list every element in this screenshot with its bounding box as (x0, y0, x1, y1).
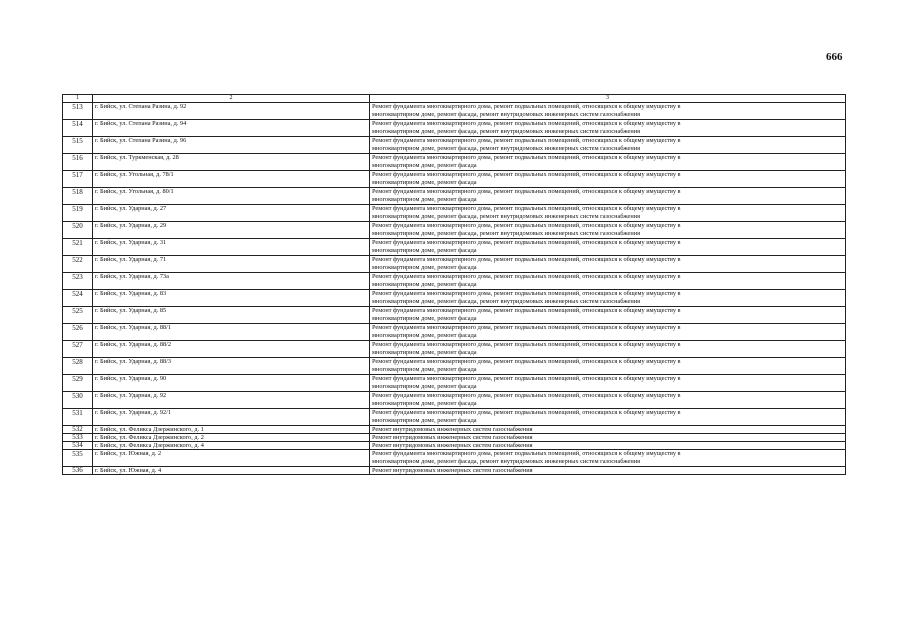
row-address: г. Бийск, ул. Южная, д. 2 (93, 450, 370, 467)
work-line: Ремонт фундамента многоквартирного дома, ремонт подвальных помещений, относящихся к общему имуществу в (372, 290, 681, 297)
work-line: Ремонт фундамента многоквартирного дома, ремонт подвальных помещений, относящихся к общему имуществу в (372, 358, 681, 365)
row-work (370, 358, 846, 375)
work-line: многоквартирном доме, ремонт фасада (372, 247, 477, 254)
row-address: г. Бийск, ул. Ударная, д. 88/2 (93, 341, 370, 358)
row-work (370, 307, 846, 324)
row-work (370, 137, 846, 154)
work-line: многоквартирном доме, ремонт фасада (372, 179, 477, 186)
work-line: многоквартирном доме, ремонт фасада (372, 400, 477, 407)
row-address: г. Бийск, ул. Ударная, д. 88/3 (93, 358, 370, 375)
table-row (63, 222, 846, 239)
row-number: 515 (63, 137, 93, 154)
table-row (63, 341, 846, 358)
row-address: г. Бийск, ул. Ударная, д. 31 (93, 239, 370, 256)
work-line: Ремонт фундамента многоквартирного дома, ремонт подвальных помещений, относящихся к общему имуществу в (372, 171, 681, 178)
row-work (370, 273, 846, 290)
row-number: 519 (63, 205, 93, 222)
table-row (63, 120, 846, 137)
header-col-2: 2 (93, 95, 370, 103)
work-line: многоквартирном доме, ремонт фасада, ремонт внутридомовых инженерных систем газоснабжения (372, 230, 640, 237)
work-line: Ремонт внутридомовых инженерных систем газоснабжения (372, 442, 533, 449)
row-number: 522 (63, 256, 93, 273)
table-body (63, 103, 846, 475)
row-address: г. Бийск, ул. Ударная, д. 29 (93, 222, 370, 239)
work-line: Ремонт фундамента многоквартирного дома, ремонт подвальных помещений, относящихся к общему имуществу в (372, 307, 681, 314)
row-address: г. Бийск, ул. Ударная, д. 85 (93, 307, 370, 324)
row-address: г. Бийск, ул. Ударная, д. 71 (93, 256, 370, 273)
row-address: г. Бийск, ул. Степана Разина, д. 94 (93, 120, 370, 137)
work-line: Ремонт фундамента многоквартирного дома, ремонт подвальных помещений, относящихся к общему имуществу в (372, 392, 681, 399)
work-line: Ремонт фундамента многоквартирного дома, ремонт подвальных помещений, относящихся к общему имуществу в (372, 120, 681, 127)
work-line: многоквартирном доме, ремонт фасада (372, 196, 477, 203)
page-number: 666 (826, 51, 843, 63)
row-address: г. Бийск, ул. Феликса Дзержинского, д. 2 (93, 434, 370, 442)
work-line: многоквартирном доме, ремонт фасада, ремонт внутридомовых инженерных систем газоснабжения (372, 128, 640, 135)
row-address: г. Бийск, ул. Ударная, д. 27 (93, 205, 370, 222)
row-work (370, 392, 846, 409)
work-line: Ремонт фундамента многоквартирного дома, ремонт подвальных помещений, относящихся к общему имуществу в (372, 103, 681, 110)
table-row (63, 290, 846, 307)
row-address: г. Бийск, ул. Феликса Дзержинского, д. 4 (93, 442, 370, 450)
row-number: 536 (63, 467, 93, 475)
work-line: Ремонт фундамента многоквартирного дома, ремонт подвальных помещений, относящихся к общему имуществу в (372, 324, 681, 331)
row-work (370, 375, 846, 392)
table-row (63, 154, 846, 171)
row-number: 525 (63, 307, 93, 324)
table-row (63, 273, 846, 290)
work-line: Ремонт фундамента многоквартирного дома, ремонт подвальных помещений, относящихся к общему имуществу в (372, 188, 681, 195)
table-row (63, 307, 846, 324)
row-address: г. Бийск, ул. Ударная, д. 92/1 (93, 409, 370, 426)
work-line: многоквартирном доме, ремонт фасада (372, 315, 477, 322)
work-line: Ремонт внутридомовых инженерных систем газоснабжения (372, 467, 533, 474)
table-row (63, 171, 846, 188)
row-work (370, 205, 846, 222)
table-row (63, 375, 846, 392)
row-number: 521 (63, 239, 93, 256)
row-work (370, 188, 846, 205)
table-row (63, 103, 846, 120)
table-row (63, 256, 846, 273)
table-row (63, 450, 846, 467)
work-line: многоквартирном доме, ремонт фасада, ремонт внутридомовых инженерных систем газоснабжения (372, 213, 640, 220)
table-row (63, 434, 846, 442)
row-address: г. Бийск, ул. Угольная, д. 78/1 (93, 171, 370, 188)
row-address: г. Бийск, ул. Угольная, д. 80/1 (93, 188, 370, 205)
row-address: г. Бийск, ул. Ударная, д. 90 (93, 375, 370, 392)
row-number: 534 (63, 442, 93, 450)
work-line: многоквартирном доме, ремонт фасада (372, 332, 477, 339)
work-line: многоквартирном доме, ремонт фасада (372, 281, 477, 288)
table-row (63, 442, 846, 450)
row-number: 528 (63, 358, 93, 375)
work-line: многоквартирном доме, ремонт фасада (372, 417, 477, 424)
row-work (370, 290, 846, 307)
work-line: Ремонт фундамента многоквартирного дома, ремонт подвальных помещений, относящихся к общему имуществу в (372, 256, 681, 263)
row-address: г. Бийск, ул. Ударная, д. 73а (93, 273, 370, 290)
header-col-3: 3 (370, 95, 846, 103)
row-address: г. Бийск, ул. Ударная, д. 83 (93, 290, 370, 307)
row-work (370, 426, 846, 434)
work-line: Ремонт фундамента многоквартирного дома, ремонт подвальных помещений, относящихся к общему имуществу в (372, 154, 681, 161)
row-number: 532 (63, 426, 93, 434)
row-number: 514 (63, 120, 93, 137)
work-line: многоквартирном доме, ремонт фасада (372, 383, 477, 390)
table-row (63, 324, 846, 341)
table-row (63, 392, 846, 409)
work-line: Ремонт фундамента многоквартирного дома, ремонт подвальных помещений, относящихся к общему имуществу в (372, 137, 681, 144)
row-work (370, 450, 846, 467)
row-address: г. Бийск, ул. Туркменская, д. 28 (93, 154, 370, 171)
row-number: 520 (63, 222, 93, 239)
work-line: Ремонт фундамента многоквартирного дома, ремонт подвальных помещений, относящихся к общему имуществу в (372, 341, 681, 348)
row-number: 531 (63, 409, 93, 426)
row-work (370, 120, 846, 137)
work-line: многоквартирном доме, ремонт фасада (372, 349, 477, 356)
row-work (370, 154, 846, 171)
row-work (370, 324, 846, 341)
row-number: 524 (63, 290, 93, 307)
work-line: Ремонт фундамента многоквартирного дома, ремонт подвальных помещений, относящихся к общему имуществу в (372, 239, 681, 246)
work-line: Ремонт фундамента многоквартирного дома, ремонт подвальных помещений, относящихся к общему имуществу в (372, 375, 681, 382)
work-line: многоквартирном доме, ремонт фасада (372, 162, 477, 169)
row-address: г. Бийск, ул. Феликса Дзержинского, д. 1 (93, 426, 370, 434)
repair-table (62, 94, 846, 475)
work-line: Ремонт фундамента многоквартирного дома, ремонт подвальных помещений, относящихся к общему имуществу в (372, 409, 681, 416)
table-row (63, 205, 846, 222)
work-line: многоквартирном доме, ремонт фасада, ремонт внутридомовых инженерных систем газоснабжения (372, 298, 640, 305)
row-number: 526 (63, 324, 93, 341)
row-number: 523 (63, 273, 93, 290)
work-line: многоквартирном доме, ремонт фасада, ремонт внутридомовых инженерных систем газоснабжения (372, 458, 640, 465)
row-address: г. Бийск, ул. Степана Разина, д. 96 (93, 137, 370, 154)
row-work (370, 442, 846, 450)
table-row (63, 188, 846, 205)
work-line: Ремонт внутридомовых инженерных систем газоснабжения (372, 434, 533, 441)
header-col-1: 1 (63, 95, 93, 103)
table-header-row (63, 95, 846, 103)
table-row (63, 358, 846, 375)
row-work (370, 239, 846, 256)
row-number: 535 (63, 450, 93, 467)
row-work (370, 256, 846, 273)
table-row (63, 409, 846, 426)
row-number: 516 (63, 154, 93, 171)
row-address: г. Бийск, ул. Ударная, д. 92 (93, 392, 370, 409)
row-work (370, 434, 846, 442)
row-work (370, 103, 846, 120)
work-line: многоквартирном доме, ремонт фасада, ремонт внутридомовых инженерных систем газоснабжения (372, 111, 640, 118)
row-address: г. Бийск, ул. Ударная, д. 88/1 (93, 324, 370, 341)
table-row (63, 137, 846, 154)
work-line: Ремонт внутридомовых инженерных систем газоснабжения (372, 426, 533, 433)
work-line: многоквартирном доме, ремонт фасада (372, 366, 477, 373)
row-number: 529 (63, 375, 93, 392)
row-work (370, 409, 846, 426)
row-work (370, 341, 846, 358)
row-work (370, 467, 846, 475)
row-number: 513 (63, 103, 93, 120)
table-row (63, 467, 846, 475)
work-line: Ремонт фундамента многоквартирного дома, ремонт подвальных помещений, относящихся к общему имуществу в (372, 222, 681, 229)
row-number: 517 (63, 171, 93, 188)
row-address: г. Бийск, ул. Южная, д. 4 (93, 467, 370, 475)
work-line: Ремонт фундамента многоквартирного дома, ремонт подвальных помещений, относящихся к общему имуществу в (372, 205, 681, 212)
row-work (370, 222, 846, 239)
row-number: 530 (63, 392, 93, 409)
work-line: Ремонт фундамента многоквартирного дома, ремонт подвальных помещений, относящихся к общему имуществу в (372, 450, 681, 457)
work-line: Ремонт фундамента многоквартирного дома, ремонт подвальных помещений, относящихся к общему имуществу в (372, 273, 681, 280)
table-row (63, 426, 846, 434)
row-work (370, 171, 846, 188)
row-number: 527 (63, 341, 93, 358)
row-address: г. Бийск, ул. Степана Разина, д. 92 (93, 103, 370, 120)
row-number: 518 (63, 188, 93, 205)
work-line: многоквартирном доме, ремонт фасада, ремонт внутридомовых инженерных систем газоснабжения (372, 145, 640, 152)
row-number: 533 (63, 434, 93, 442)
work-line: многоквартирном доме, ремонт фасада (372, 264, 477, 271)
table-row (63, 239, 846, 256)
